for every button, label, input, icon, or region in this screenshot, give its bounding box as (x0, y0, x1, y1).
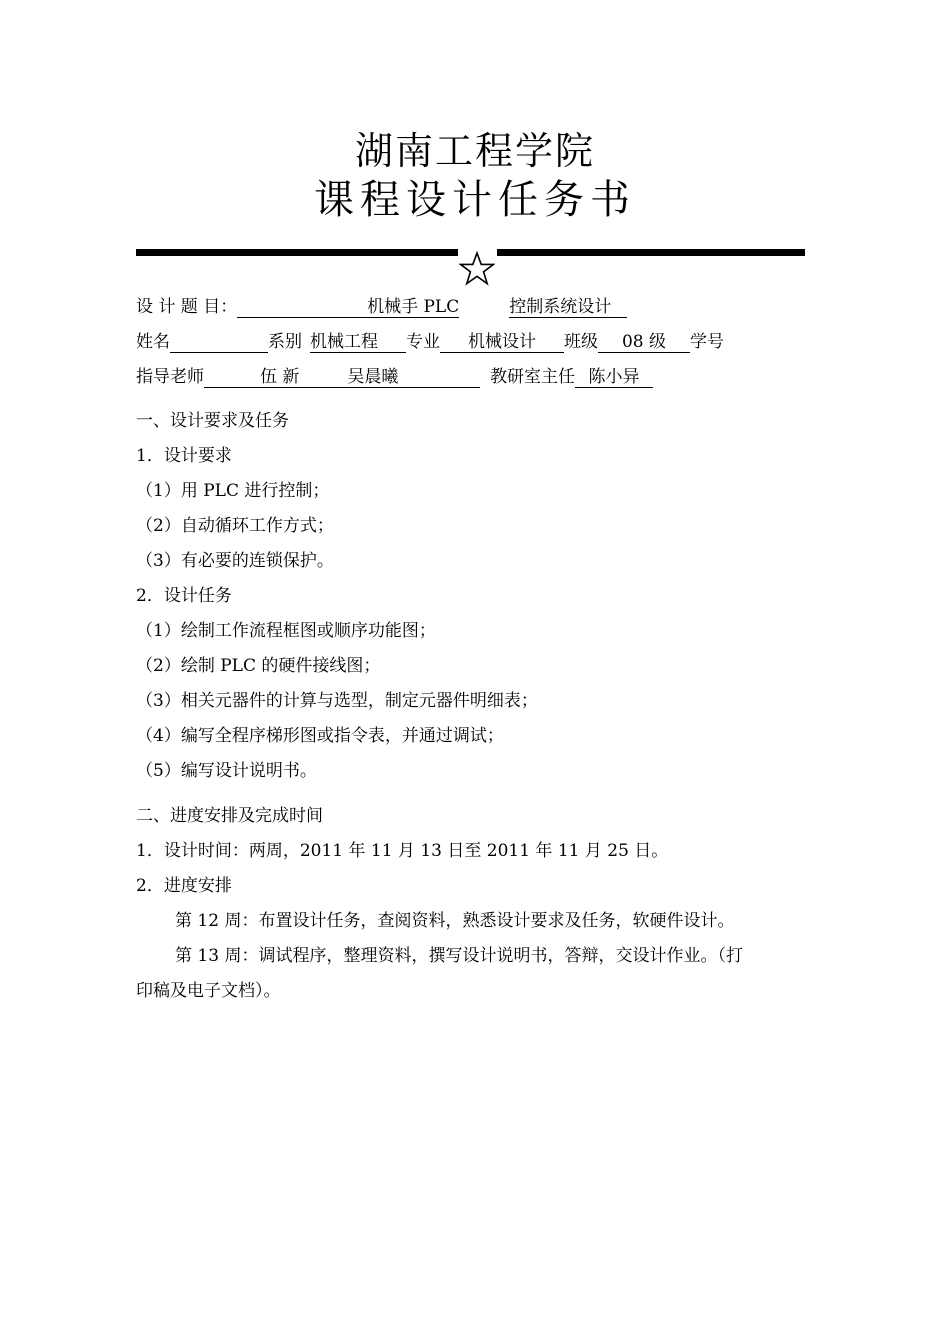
school-name: 湖南工程学院 (354, 129, 595, 173)
director-field: 陈小异 (575, 367, 653, 388)
design-time: 1．设计时间：两周，2011 年 11 月 13 日至 2011 年 11 月 25 日。 (136, 841, 669, 861)
student-info-row (136, 332, 724, 353)
dept-label: 系别 (268, 332, 302, 352)
week-13-plan: 第 13 周：调试程序，整理资料，撰写设计说明书，答辩，交设计作业。（打 (175, 946, 743, 966)
left-divider (136, 249, 458, 256)
topic-label: 设 计 题 目： (136, 297, 238, 317)
advisor-label: 指导老师 (136, 367, 204, 387)
list-item: （5）编写设计说明书。 (136, 761, 317, 781)
dept-field: 机械工程 (310, 332, 406, 353)
name-field (170, 332, 268, 353)
tasks-heading: 2．设计任务 (136, 586, 232, 606)
list-item: （3）相关元器件的计算与选型，制定元器件明细表； (136, 691, 538, 711)
topic-field-2: 控制系统设计 (509, 297, 627, 318)
topic-row (136, 297, 627, 318)
list-item: （2）自动循环工作方式； (136, 516, 334, 536)
requirements-heading: 1．设计要求 (136, 446, 232, 466)
list-item: （1）用 PLC 进行控制； (136, 481, 330, 501)
star-icon (459, 251, 495, 287)
advisor-row (136, 367, 653, 388)
list-item: （3）有必要的连锁保护。 (136, 551, 334, 571)
director-label: 教研室主任 (490, 367, 575, 387)
class-field: 08 级 (598, 332, 690, 353)
list-item: （4）编写全程序梯形图或指令表，并通过调试； (136, 726, 504, 746)
week-13-plan-continued: 印稿及电子文档）。 (136, 981, 281, 1001)
advisor-field: 伍 新 吴晨曦 (204, 367, 480, 388)
section2-heading: 二、进度安排及完成时间 (136, 806, 323, 826)
major-field: 机械设计 (440, 332, 564, 353)
schedule-heading: 2．进度安排 (136, 876, 232, 896)
section1-heading: 一、设计要求及任务 (136, 411, 289, 431)
topic-field-1: 机械手 PLC (237, 297, 459, 318)
name-label: 姓名 (136, 332, 170, 352)
list-item: （1）绘制工作流程框图或顺序功能图； (136, 621, 436, 641)
student-id-label: 学号 (690, 332, 724, 352)
document-title: 课程设计任务书 (314, 177, 636, 223)
list-item: （2）绘制 PLC 的硬件接线图； (136, 656, 381, 676)
right-divider (497, 249, 805, 256)
week-12-plan: 第 12 周：布置设计任务，查阅资料，熟悉设计要求及任务，软硬件设计。 (175, 911, 735, 931)
class-label: 班级 (564, 332, 598, 352)
major-label: 专业 (406, 332, 440, 352)
